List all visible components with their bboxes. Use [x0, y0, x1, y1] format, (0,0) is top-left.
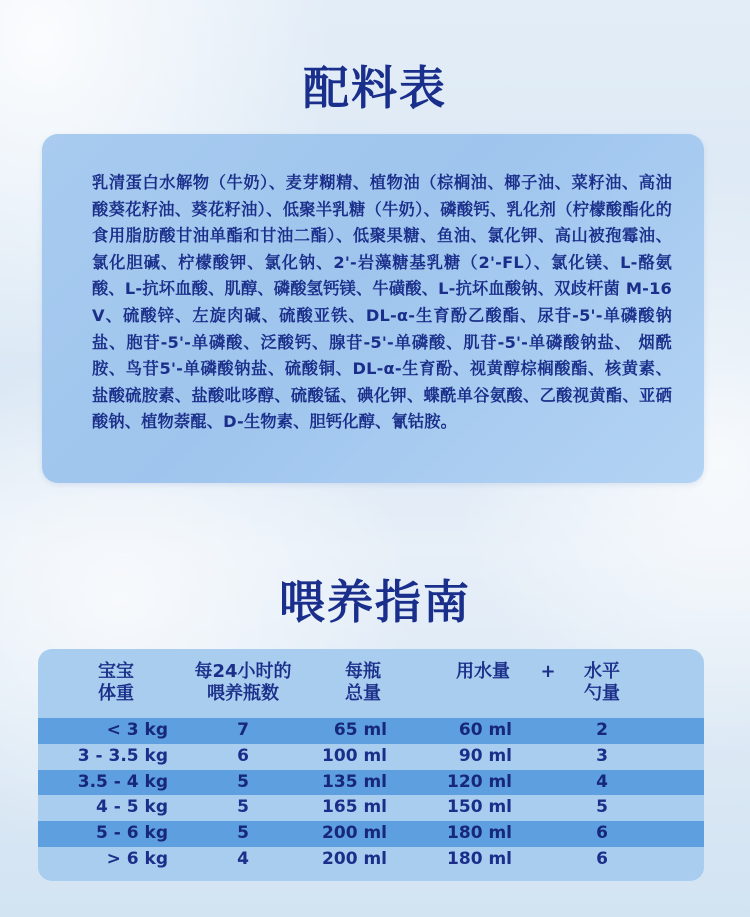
header-level-scoops: 水平 勺量: [584, 661, 620, 704]
cell-water: 60 ml: [458, 720, 512, 740]
header-volume-per-bottle: 每瓶 总量: [345, 661, 381, 704]
cell-bottle-count: 4: [237, 848, 249, 869]
cell-weight: < 3 kg: [106, 720, 168, 740]
cell-volume: 100 ml: [322, 745, 387, 766]
cell-bottle-count: 5: [237, 771, 249, 792]
cell-volume: 135 ml: [322, 771, 387, 792]
cell-scoops: 3: [596, 745, 608, 766]
header-bottles-per-day: 每24小时的 喂养瓶数: [194, 661, 292, 704]
table-row: [38, 795, 704, 821]
ingredients-list: 乳清蛋白水解物（牛奶）、麦芽糊精、植物油（棕榈油、椰子油、菜籽油、高油酸葵花籽油、葵花籽油）、低聚半乳糖（牛奶）、磷酸钙、乳化剂（柠檬酸酯化的食用脂肪酸甘油单酯和甘油二酯）、低聚果糖、鱼油、氯化钾、高山被孢霉油、氯化胆碱、柠檬酸钾、氯化钠、2'-岩藻糖基乳糖（2'-FL）、氯化镁、L-酪氨酸、L-抗坏血酸、肌醇、磷酸氢钙镁、牛磺酸、L-抗坏血酸钠、双歧杆菌 M-16V、硫酸锌、左旋肉碱、硫酸亚铁、DL-α-生育酚乙酸酯、尿苷-5'-单磷酸钠盐、胞苷-5'-单磷酸、泛酸钙、腺苷-5'-单磷酸、肌苷-5'-单磷酸钠盐、 烟酰胺、鸟苷5'-单磷酸钠盐、硫酸铜、DL-α-生育酚、视黄醇棕榈酸酯、核黄素、盐酸硫胺素、盐酸吡哆醇、硫酸锰、碘化钾、蝶酰单谷氨酸、乙酸视黄酯、亚硒酸钠、植物萘醌、D-生物素、胆钙化醇、氰钴胺。: [92, 173, 672, 432]
cell-weight: 4 - 5 kg: [96, 797, 168, 818]
cell-bottle-count: 5: [237, 823, 249, 844]
cell-volume: 65 ml: [333, 720, 387, 740]
cell-scoops: 5: [596, 797, 608, 818]
cell-water: 150 ml: [447, 797, 512, 818]
cell-water: 180 ml: [447, 848, 512, 869]
feeding-table: [38, 649, 704, 881]
header-baby-weight: 宝宝 体重: [98, 661, 134, 704]
table-row: [38, 770, 704, 796]
feeding-guide-title: 喂养指南: [279, 575, 471, 629]
ingredients-card: [42, 134, 704, 483]
cell-bottle-count: 5: [237, 797, 249, 818]
cell-bottle-count: 6: [237, 745, 249, 766]
cell-volume: 200 ml: [322, 823, 387, 844]
header-water-amount: 用水量: [456, 661, 510, 682]
table-row: [38, 744, 704, 770]
cell-weight: 3.5 - 4 kg: [77, 771, 168, 792]
cell-weight: 3 - 3.5 kg: [77, 745, 168, 766]
cell-scoops: 4: [596, 771, 608, 792]
cell-scoops: 6: [596, 848, 608, 869]
table-row: [38, 821, 704, 847]
cell-volume: 200 ml: [322, 848, 387, 869]
table-row: [38, 718, 704, 744]
cell-water: 90 ml: [458, 745, 512, 766]
header-plus-sign: +: [540, 661, 556, 682]
cell-weight: > 6 kg: [106, 848, 168, 869]
cell-weight: 5 - 6 kg: [96, 823, 168, 844]
table-row: [38, 847, 704, 873]
feeding-table-header: [38, 649, 704, 715]
feeding-table-body: [38, 718, 704, 873]
ingredients-title: 配料表: [303, 61, 447, 115]
cell-water: 120 ml: [447, 771, 512, 792]
cell-volume: 165 ml: [322, 797, 387, 818]
cell-scoops: 6: [596, 823, 608, 844]
cell-scoops: 2: [596, 720, 608, 740]
cell-bottle-count: 7: [237, 720, 249, 740]
cell-water: 180 ml: [447, 823, 512, 844]
